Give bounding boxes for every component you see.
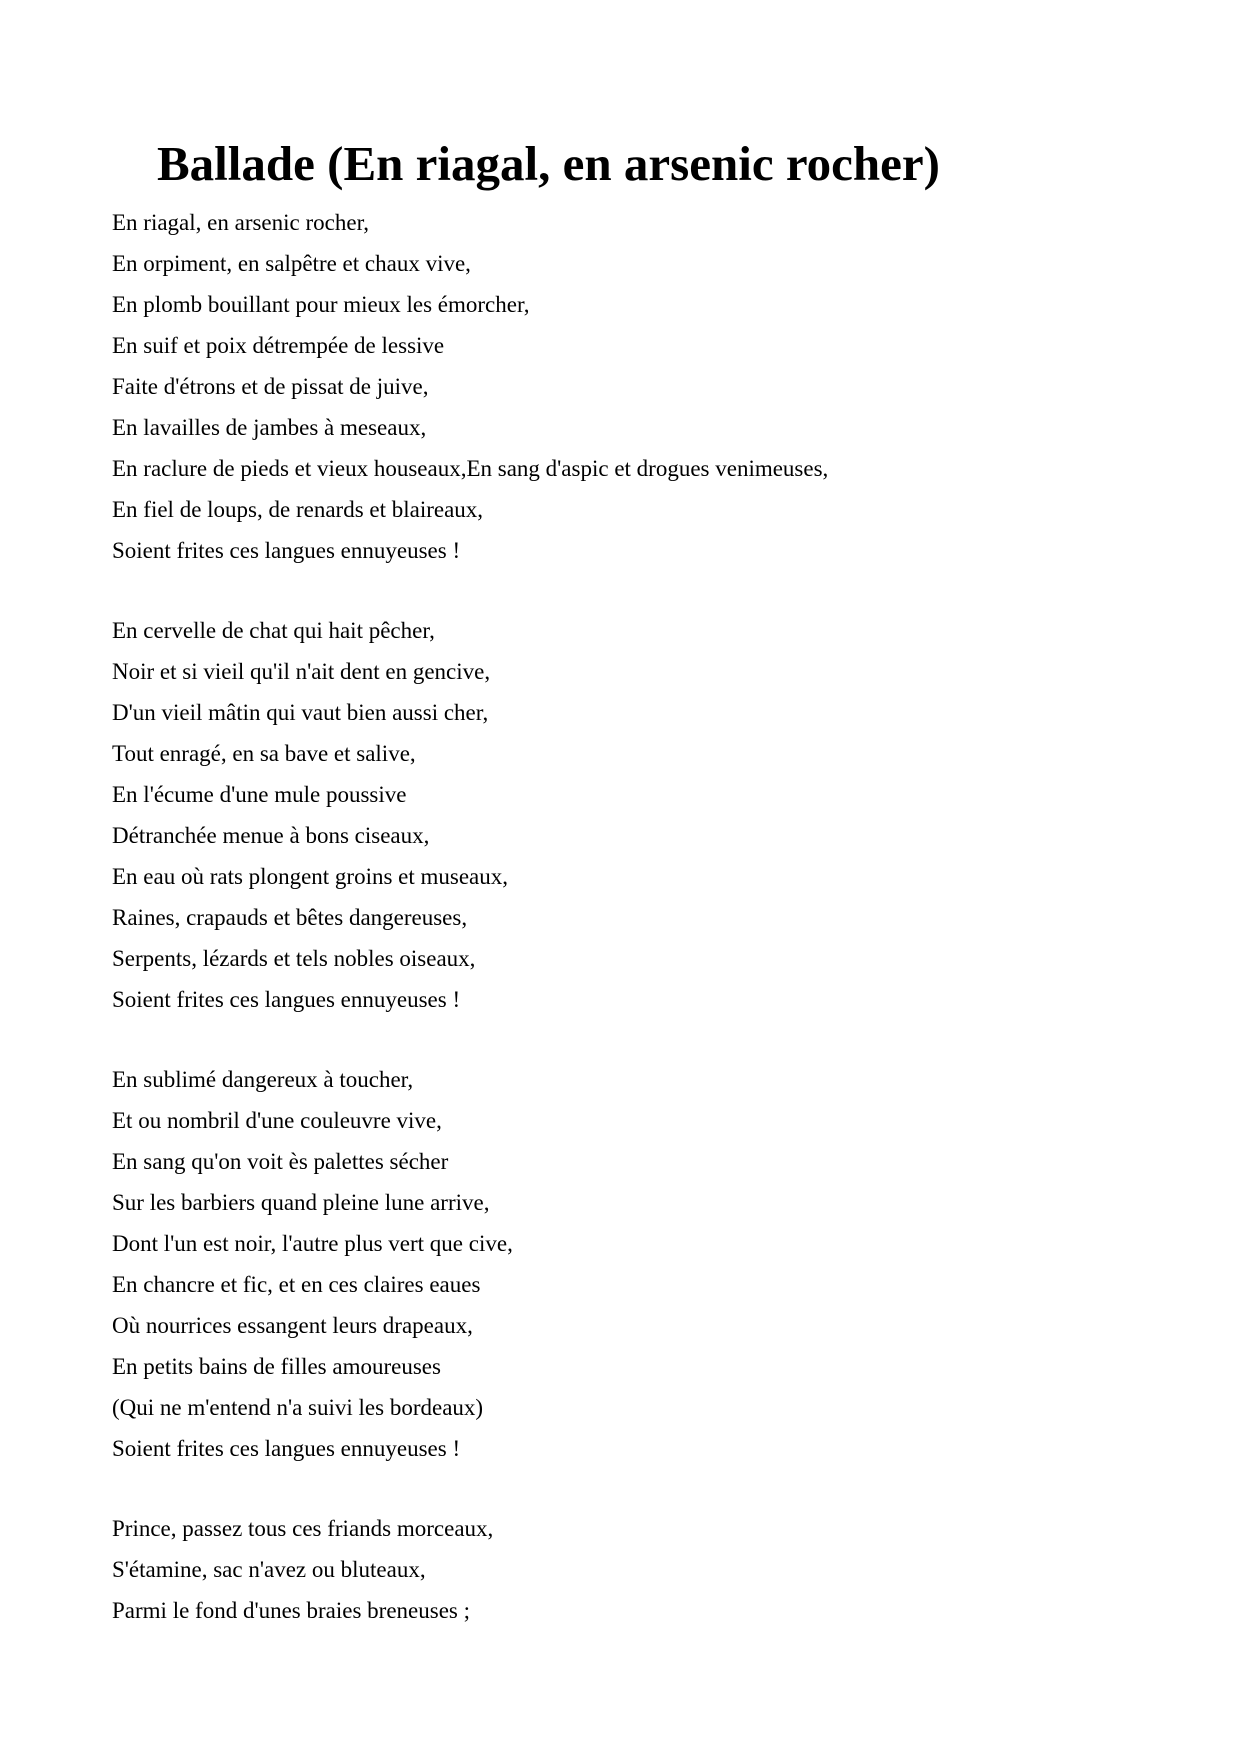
stanza-3 xyxy=(112,1059,1192,1469)
poem-line: Détranchée menue à bons ciseaux, xyxy=(112,823,430,848)
poem-line: En orpiment, en salpêtre et chaux vive, xyxy=(112,251,471,276)
poem-line: S'étamine, sac n'avez ou bluteaux, xyxy=(112,1557,426,1582)
poem-line: En petits bains de filles amoureuses xyxy=(112,1354,441,1379)
poem-line: Faite d'étrons et de pissat de juive, xyxy=(112,374,429,399)
poem-line: En lavailles de jambes à meseaux, xyxy=(112,415,427,440)
poem-line: En cervelle de chat qui hait pêcher, xyxy=(112,618,435,643)
poem-line: En fiel de loups, de renards et blaireaux, xyxy=(112,497,484,522)
envoi-stanza xyxy=(112,1508,1192,1631)
poem-line: En eau où rats plongent groins et museaux, xyxy=(112,864,509,889)
poem-line: En riagal, en arsenic rocher, xyxy=(112,210,370,235)
poem-line: Sur les barbiers quand pleine lune arrive, xyxy=(112,1190,490,1215)
poem-line: Serpents, lézards et tels nobles oiseaux, xyxy=(112,946,476,971)
stanza-1 xyxy=(112,202,1192,571)
poem-line: En l'écume d'une mule poussive xyxy=(112,782,407,807)
poem-line: Parmi le fond d'unes braies breneuses ; xyxy=(112,1598,470,1623)
poem-line: Dont l'un est noir, l'autre plus vert que cive, xyxy=(112,1231,513,1256)
poem-line: Et ou nombril d'une couleuvre vive, xyxy=(112,1108,442,1133)
poem-refrain: Soient frites ces langues ennuyeuses ! xyxy=(112,1436,461,1461)
poem-line: En sang qu'on voit ès palettes sécher xyxy=(112,1149,449,1174)
poem-line: En suif et poix détrempée de lessive xyxy=(112,333,445,358)
poem-line: Prince, passez tous ces friands morceaux, xyxy=(112,1516,494,1541)
poem-line: En raclure de pieds et vieux houseaux,En sang d'aspic et drogues venimeuses, xyxy=(112,456,829,481)
page-title: Ballade (En riagal, en arsenic rocher) xyxy=(157,136,940,191)
poem-line: Où nourrices essangent leurs drapeaux, xyxy=(112,1313,473,1338)
poem-line: Raines, crapauds et bêtes dangereuses, xyxy=(112,905,468,930)
poem-body xyxy=(112,202,1192,1670)
poem-line: (Qui ne m'entend n'a suivi les bordeaux) xyxy=(112,1395,484,1420)
poem-refrain: Soient frites ces langues ennuyeuses ! xyxy=(112,538,461,563)
poem-line: D'un vieil mâtin qui vaut bien aussi cher, xyxy=(112,700,489,725)
poem-refrain: Soient frites ces langues ennuyeuses ! xyxy=(112,987,461,1012)
poem-line: Noir et si vieil qu'il n'ait dent en gencive, xyxy=(112,659,491,684)
poem-line: En plomb bouillant pour mieux les émorcher, xyxy=(112,292,530,317)
stanza-2 xyxy=(112,610,1192,1020)
poem-line: Tout enragé, en sa bave et salive, xyxy=(112,741,416,766)
poem-line: En chancre et fic, et en ces claires eaues xyxy=(112,1272,481,1297)
poem-line: En sublimé dangereux à toucher, xyxy=(112,1067,414,1092)
